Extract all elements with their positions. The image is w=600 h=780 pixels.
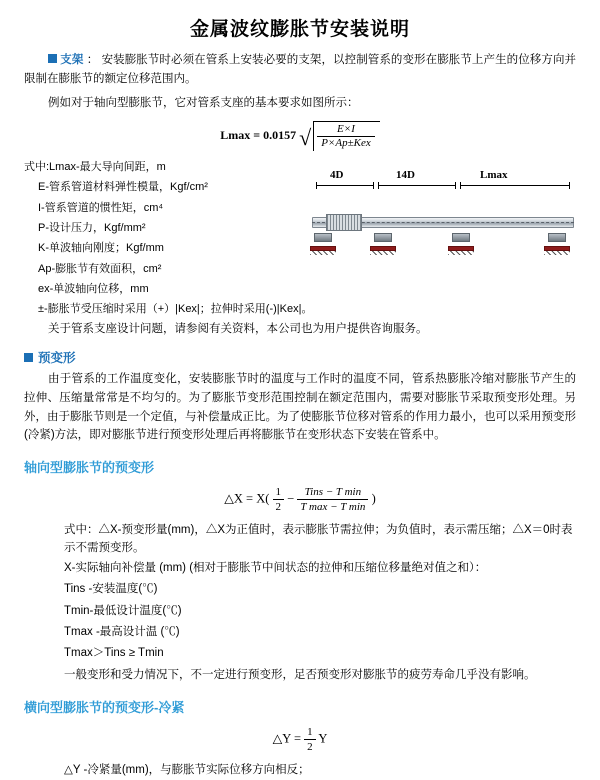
legend-and-figure: [24, 157, 576, 320]
sqrt-body: [313, 121, 380, 151]
dimension-line-14d: [378, 185, 456, 186]
axial-term: Tins -安装温度(℃): [64, 583, 158, 596]
lmax-formula-content: [220, 121, 379, 151]
axial-formula-half: [273, 486, 285, 513]
axial-predeform-heading: 轴向型膨胀节的预变形: [24, 459, 155, 475]
predeform-section-heading: [24, 348, 576, 366]
lateral-predeform-heading: 横向型膨胀节的预变形-冷紧: [24, 699, 185, 715]
axial-formula-temp-num: Tins − T min: [297, 486, 368, 500]
axial-formula-minus: −: [287, 491, 295, 506]
figure-drawing: [308, 193, 576, 265]
axial-term: Tmin-最低设计温度(℃): [64, 604, 182, 617]
legend-item: Ap-膨胀节有效面积，cm²: [38, 262, 162, 275]
bracket-paragraph-2: 例如对于轴向型膨胀节，它对管系支座的基本要求如图所示：: [48, 97, 359, 110]
anchor-support-icon: [310, 233, 336, 255]
anchor-support-icon: [544, 233, 570, 255]
figure-dimension-lines: [308, 181, 576, 191]
sqrt-icon: √: [299, 124, 312, 150]
lmax-formula-lhs: Lmax = 0.0157: [220, 127, 297, 142]
anchor-support-icon: [448, 233, 474, 255]
axial-formula-half-num: 1: [273, 486, 285, 500]
anchor-support-icon: [370, 233, 396, 255]
axial-term: Tmax -最高设计温 (℃): [64, 625, 180, 638]
legend-item: E-管系管道材料弹性模量，Kgf/cm²: [38, 181, 208, 194]
legend-item: I-管系管道的惯性矩，cm⁴: [38, 201, 164, 214]
document-page: [0, 14, 600, 776]
axial-formula-temp-ratio: [297, 486, 368, 513]
dimension-line-4d: [316, 185, 374, 186]
bracket-heading: 支架: [60, 54, 84, 66]
predeform-heading-label: 预变形: [38, 351, 76, 366]
axial-note: 一般变形和受力情况下，不一定进行预变形，足否预变形对膨胀节的疲劳寿命几乎没有影响。: [64, 669, 536, 682]
lateral-predeform-formula: [24, 726, 576, 753]
dimension-line-lmax: [460, 185, 570, 186]
bracket-paragraph-3: 关于管系支座设计问题，请参阅有关资料，本公司也为用户提供咨询服务。: [48, 322, 428, 335]
axial-formula-temp-den: T max − T min: [300, 500, 366, 513]
legend-item: ex-单波轴向位移，mm: [38, 282, 149, 295]
lateral-note: △Y -冷紧量(mm)，与膨胀节实际位移方向相反；: [64, 763, 310, 776]
predeform-paragraph-1: 由于管系的工作温度变化，安装膨胀节时的温度与工作时的温度不同，管系热膨胀冷缩对膨胀节产生的拉伸、压缩量常常是不均匀的。为了膨胀节变形范围控制在额定范围内，需要对膨胀节采取预变形处理。另外，由于膨胀节则是一个定值，与补偿量成正比。为了使膨胀节位移对管系的作用力最小，也可以采用预变形(冷紧)方法，即对膨胀节进行预变形处理后再将膨胀节在变形状态下安装在管系中。: [24, 373, 576, 442]
lmax-formula: [24, 121, 576, 151]
axial-term: X-实际轴向补偿量 (mm) (相对于膨胀节中间状态的拉伸和压缩位移量绝对值之和）：: [64, 562, 487, 574]
axial-formula-half-den: 2: [275, 500, 282, 513]
lmax-denominator: P×Ap±Kex: [321, 136, 371, 149]
symbol-legend: [24, 157, 313, 320]
bracket-paragraph-1: 支架 ： 安装膨胀节时必须在管系上安装必要的支架，以控制管系的变形在膨胀节上产生的位移方向并限制在膨胀节的额定位移范围内。: [24, 54, 577, 85]
blue-square-bullet-icon: [48, 54, 57, 63]
lmax-numerator: E×I: [317, 124, 375, 137]
figure-label-14d: 14D: [396, 168, 415, 181]
lateral-formula-lhs: △Y =: [272, 731, 302, 746]
bracket-paragraph-1-text: 安装膨胀节时必须在管系上安装必要的支架，以控制管系的变形在膨胀节上产生的位移方向并限制在膨胀节的额定位移范围内。: [24, 54, 577, 85]
page-title: 金属波纹膨胀节安装说明: [189, 19, 410, 40]
axial-predeform-formula: [24, 486, 576, 513]
bellows-icon: [326, 214, 362, 231]
axial-formula-rhs: ): [371, 491, 376, 506]
lateral-formula-rhs: Y: [318, 731, 328, 746]
figure-label-4d: 4D: [330, 168, 344, 181]
expansion-joint-figure: [308, 163, 576, 265]
lateral-formula-half-den: 2: [307, 740, 313, 753]
legend-item: 式中:Lmax-最大导向间距，m: [24, 160, 166, 173]
figure-dimension-labels: [308, 163, 576, 181]
figure-label-lmax: Lmax: [480, 168, 508, 181]
legend-item: P-设计压力，Kgf/mm²: [38, 221, 146, 234]
lmax-fraction: [317, 124, 375, 149]
axial-where-label: 式中：△X-预变形量(mm)，△X为正值时，表示膨胀节需拉伸；为负值时，表示需压缩；△X＝0时表示不需预变形。: [64, 523, 573, 555]
lateral-formula-half-num: 1: [304, 726, 316, 740]
axial-term: Tmax＞Tins ≥ Tmin: [64, 647, 164, 660]
legend-item: ±-膨胀节受压缩时采用（+）|Kex|；拉伸时采用(-)|Kex|。: [38, 303, 313, 316]
lateral-formula-half: [304, 726, 316, 753]
axial-formula-lhs: △X = X(: [224, 491, 270, 506]
blue-square-bullet-icon: [24, 353, 33, 362]
legend-item: K-单波轴向刚度；Kgf/mm: [38, 242, 164, 255]
